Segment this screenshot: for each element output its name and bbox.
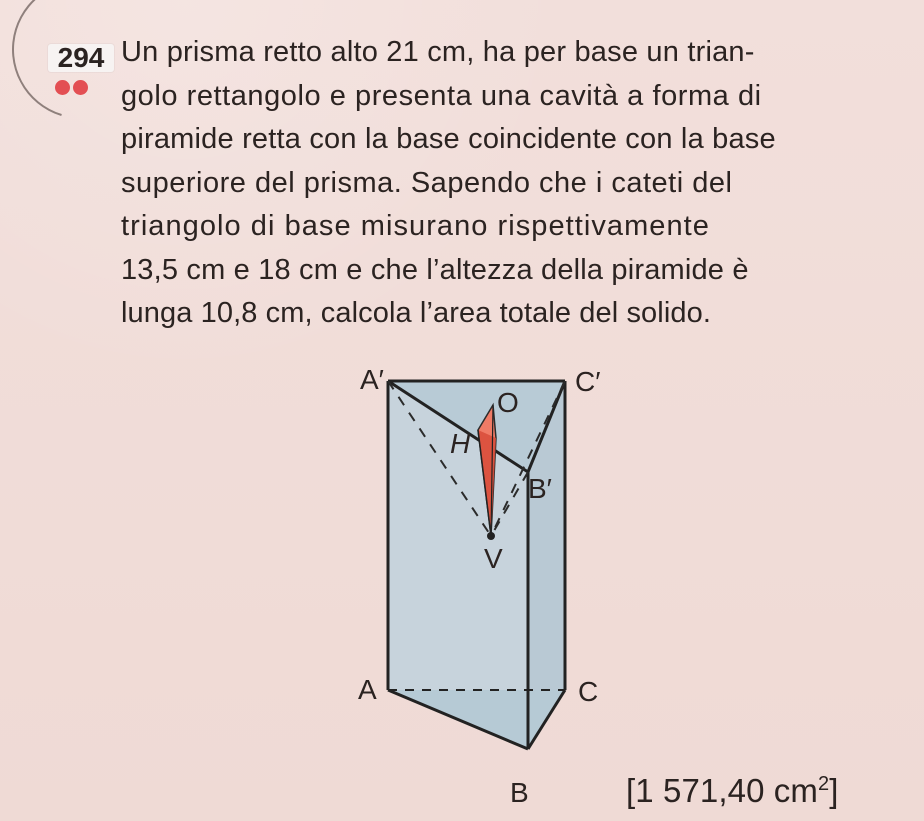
label-a: A [358, 674, 377, 705]
vertex-v-point [487, 532, 495, 540]
label-b-prime: B′ [528, 473, 552, 504]
label-c: C [578, 676, 599, 707]
prism-pyramid-figure [340, 362, 610, 782]
label-b: B [510, 777, 529, 808]
answer-suffix: ] [829, 772, 839, 809]
difficulty-indicator [55, 80, 97, 96]
answer-value [626, 771, 900, 811]
label-h: H [450, 428, 471, 459]
exercise-number: 294 [48, 44, 114, 72]
label-o: O [497, 387, 519, 418]
prism-base-face [388, 690, 565, 749]
label-v: V [484, 543, 503, 574]
answer-prefix: [1 571,40 cm [626, 772, 818, 809]
exercise-text-line-6: 13,5 cm e 18 cm e che l’altezza della piramide è [121, 253, 749, 286]
exercise-text-line-3: piramide retta con la base coincidente con la base [121, 123, 776, 155]
label-a-prime: A′ [360, 364, 384, 395]
answer-exponent: 2 [817, 773, 830, 795]
exercise-text-line-7: lunga 10,8 cm, calcola l’area totale del solido. [121, 297, 711, 329]
exercise-text-line-5: triangolo di base misurano rispettivamente [121, 210, 710, 242]
exercise-text-line-1: Un prisma retto alto 21 cm, ha per base un trian- [121, 36, 755, 68]
exercise-text [121, 31, 891, 336]
difficulty-dot-1 [55, 80, 70, 95]
geometry-diagram [340, 362, 610, 782]
difficulty-dot-2 [73, 80, 88, 95]
exercise-text-line-4: superiore del prisma. Sapendo che i cateti del [121, 166, 733, 199]
label-c-prime: C′ [575, 366, 601, 397]
exercise-text-line-2: golo rettangolo e presenta una cavità a forma di [121, 79, 762, 112]
